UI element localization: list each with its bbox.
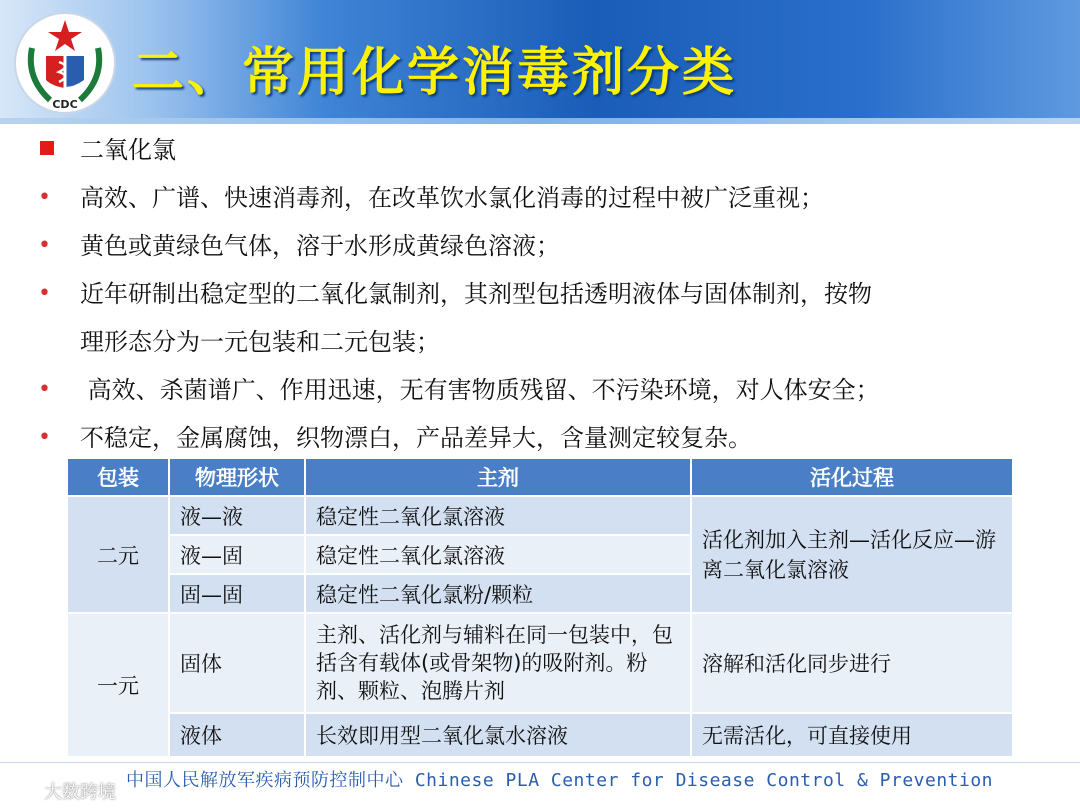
cell-form: 液—液: [169, 496, 305, 535]
dot-bullet-icon: •: [38, 377, 51, 402]
cell-form: 液—固: [169, 535, 305, 574]
dot-bullet-icon: •: [38, 233, 51, 258]
cell-pack: 二元: [67, 496, 169, 613]
col-header-form: 物理形状: [169, 458, 305, 496]
list-item-text: 黄色或黄绿色气体，溶于水形成黄绿色溶液；: [80, 232, 560, 260]
col-header-pack: 包装: [67, 458, 169, 496]
dot-bullet-icon: •: [38, 281, 51, 306]
cell-activation: 活化剂加入主剂—活化反应—游离二氧化氯溶液: [691, 496, 1013, 613]
cdc-emblem-logo: [10, 8, 120, 118]
cell-agent: 长效即用型二氧化氯水溶液: [305, 713, 691, 757]
table-row: [67, 496, 1013, 535]
list-item-text: 高效、广谱、快速消毒剂，在改革饮水氯化消毒的过程中被广泛重视；: [80, 184, 824, 212]
cell-pack: 一元: [67, 613, 169, 757]
footer-divider: [0, 762, 1080, 763]
list-item: [36, 174, 1056, 222]
table-row: [67, 713, 1013, 757]
list-item: [36, 414, 1056, 462]
cell-activation: 无需活化，可直接使用: [691, 713, 1013, 757]
cell-form: 固体: [169, 613, 305, 713]
watermark: [14, 778, 116, 804]
list-item-text: 高效、杀菌谱广、作用迅速，无有害物质残留、不污染环境，对人体安全；: [80, 376, 880, 404]
disinfectant-table: [66, 457, 1014, 758]
header-divider: [0, 118, 1080, 124]
cell-agent: 稳定性二氧化氯溶液: [305, 535, 691, 574]
list-item: [36, 366, 1056, 414]
list-item-text: 不稳定，金属腐蚀，织物漂白，产品差异大，含量测定较复杂。: [80, 424, 752, 452]
footer-org-name: 中国人民解放军疾病预防控制中心 Chinese PLA Center for Disease Control & Prevention: [126, 770, 994, 791]
list-item: [36, 270, 1056, 318]
table-row: [67, 613, 1013, 713]
col-header-agent: 主剂: [305, 458, 691, 496]
col-header-activation: 活化过程: [691, 458, 1013, 496]
page-title: 二、常用化学消毒剂分类: [132, 43, 738, 103]
list-item-continuation: [36, 318, 1056, 366]
list-item-text: 近年研制出稳定型的二氧化氯制剂，其剂型包括透明液体与固体制剂，按物: [80, 280, 872, 308]
bullet-heading-row: [36, 126, 1056, 174]
logo-text: CDC: [52, 98, 78, 111]
list-item-text: 理形态分为一元包装和二元包装；: [80, 328, 440, 356]
dot-bullet-icon: •: [38, 425, 51, 450]
bullet-list: [36, 126, 1056, 462]
table-header-row: [67, 458, 1013, 496]
cell-form: 固—固: [169, 574, 305, 613]
square-bullet-icon: [40, 141, 54, 155]
dot-bullet-icon: •: [38, 185, 51, 210]
cell-activation: 溶解和活化同步进行: [691, 613, 1013, 713]
watermark-logo-icon: [14, 783, 40, 803]
watermark-text: 大数跨境: [44, 782, 116, 803]
cell-agent: 稳定性二氧化氯溶液: [305, 496, 691, 535]
bullet-heading: 二氧化氯: [80, 136, 176, 164]
cell-form: 液体: [169, 713, 305, 757]
cell-agent: 主剂、活化剂与辅料在同一包装中，包括含有载体(或骨架物)的吸附剂。粉剂、颗粒、泡腾片剂: [305, 613, 691, 713]
list-item: [36, 222, 1056, 270]
cell-agent: 稳定性二氧化氯粉/颗粒: [305, 574, 691, 613]
